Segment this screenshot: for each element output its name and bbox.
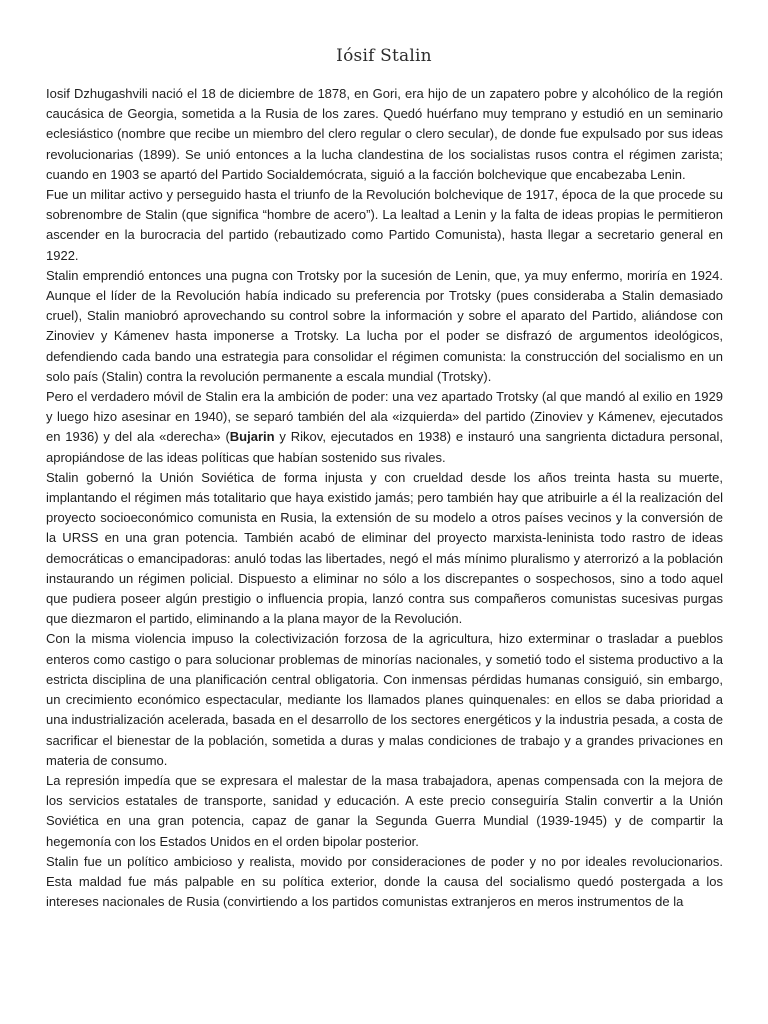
paragraph-5: Stalin gobernó la Unión Soviética de forma injusta y con crueldad desde los años treinta hasta su muerte, implantando el régimen más totalitario que haya existido jamás; pero también hay que atribuirle a él la realización del proyecto socioeconómico comunista en Rusia, la extensión de su modelo a otros países vecinos y la conversión de la URSS en una gran potencia. También acabó de eliminar del proyecto marxista-leninista todo rastro de ideas democráticas o emancipadoras: anuló todas las libertades, negó el más mínimo pluralismo y aterrorizó a la población instaurando un régimen policial. Dispuesto a eliminar no sólo a los discrepantes o sospechosos, sino a todo aquel que pudiera poseer algún prestigio o influencia propia, lanzó contra sus compañeros comunistas sucesivas purgas que diezmaron el partido, eliminando a la plana mayor de la Revolución.: [46, 469, 723, 627]
paragraph-3: Stalin emprendió entonces una pugna con Trotsky por la sucesión de Lenin, que, ya muy enfermo, moriría en 1924. Aunque el líder de la Revolución había indicado su preferencia por Trotsky (pues consideraba a Stalin demasiado cruel), Stalin maniobró aprovechando su control sobre la información y sobre el aparato del Partido, aliándose con Zinoviev y Kámenev hasta imponerse a Trotsky. La lucha por el poder se disfrazó de argumentos ideológicos, defendiendo cada bando una estrategia para consolidar el régimen comunista: la construcción del socialismo en un solo país (Stalin) contra la revolución permanente a escala mundial (Trotsky).: [46, 267, 723, 384]
document-title: Iósif Stalin: [336, 46, 432, 66]
paragraph-7: La represión impedía que se expresara el malestar de la masa trabajadora, apenas compensada con la mejora de los servicios estatales de transporte, sanidad y educación. A este precio conseguiría Stalin convertir a la Unión Soviética en una gran potencia, capaz de ganar la Segunda Guerra Mundial (1939-1945) y de compartir la hegemonía con los Estados Unidos en el orden bipolar posterior.: [46, 772, 723, 849]
paragraph-4-text-before: Pero el verdadero móvil de Stalin era la ambición de poder: una vez apartado Trotsky (al que mandó al exilio en 1929 y luego hizo asesinar en 1940), se separó también del ala «izquierda» del partido (Zinoviev y Kámenev, ejecutados en 1936) y del ala «derecha» (: [46, 389, 723, 445]
bujarin-bold-name: Bujarin: [229, 429, 275, 445]
paragraph-8: Stalin fue un político ambicioso y realista, movido por consideraciones de poder y no por ideales revolucionarios. Esta maldad fue más palpable en su política exterior, donde la causa del socialismo quedó postergada a los intereses nacionales de Rusia (convirtiendo a los partidos comunistas extranjeros en meros instrumentos de la: [46, 853, 723, 910]
paragraph-1: Iosif Dzhugashvili nació el 18 de diciembre de 1878, en Gori, era hijo de un zapatero pobre y alcohólico de la región caucásica de Georgia, sometida a la Rusia de los zares. Quedó huérfano muy temprano y estudió en un seminario eclesiástico (nombre que recibe un miembro del clero regular o clero secular), de donde fue expulsado por sus ideas revolucionarias (1899). Se unió entonces a la lucha clandestina de los socialistas rusos contra el régimen zarista; cuando en 1903 se apartó del Partido Socialdemócrata, siguió a la facción bolchevique que encabezaba Lenin.: [46, 86, 723, 182]
paragraph-4: [46, 387, 723, 468]
paragraph-6: Con la misma violencia impuso la colectivización forzosa de la agricultura, hizo exterminar o trasladar a pueblos enteros como castigo o para solucionar problemas de minorías nacionales, y sometió todo el sistema productivo a la estricta disciplina de una planificación central obligatoria. Con inmensas pérdidas humanas consiguió, sin embargo, un crecimiento económico espectacular, mediante los llamados planes quinquenales: en ellos se daba prioridad a una industrialización acelerada, basada en el desarrollo de los sectores energéticos y la industria pesada, a costa de sacrificar el bienestar de la población, sometida a duras y malas condiciones de trabajo y a grandes privaciones en materia de consumo.: [46, 631, 723, 768]
paragraph-2: Fue un militar activo y perseguido hasta el triunfo de la Revolución bolchevique de 1917, época de la que procede su sobrenombre de Stalin (que significa “hombre de acero”). La lealtad a Lenin y la falta de ideas propias le permitieron ascender en la burocracia del partido (rebautizado como Partido Comunista), hasta llegar a secretario general en 1922.: [46, 187, 723, 263]
paragraph-4-text-after: y Rikov, ejecutados en 1938) e instauró una sangrienta dictadura personal, apropiándose de las ideas políticas que habían sostenido sus rivales.: [46, 429, 723, 465]
document-body: [46, 84, 723, 912]
